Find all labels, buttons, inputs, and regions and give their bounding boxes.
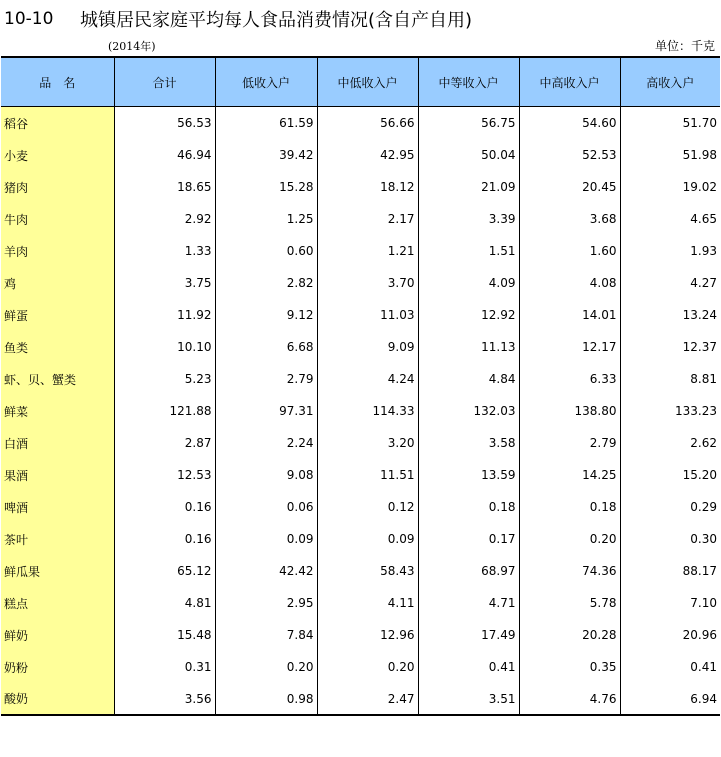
cell-upper-middle-income: 0.20	[519, 523, 620, 555]
cell-high-income: 51.98	[620, 139, 720, 171]
cell-lower-middle-income: 0.12	[317, 491, 418, 523]
column-header-high-income: 高收入户	[620, 57, 720, 107]
cell-total: 15.48	[114, 619, 215, 651]
cell-upper-middle-income: 14.01	[519, 299, 620, 331]
table-row	[1, 651, 720, 683]
table-row	[1, 299, 720, 331]
cell-low-income: 2.95	[215, 587, 317, 619]
cell-low-income: 0.98	[215, 683, 317, 715]
cell-middle-income: 4.71	[418, 587, 519, 619]
cell-lower-middle-income: 3.70	[317, 267, 418, 299]
cell-lower-middle-income: 11.03	[317, 299, 418, 331]
cell-upper-middle-income: 4.76	[519, 683, 620, 715]
cell-low-income: 2.79	[215, 363, 317, 395]
row-item-name: 鲜奶	[1, 619, 114, 651]
cell-high-income: 51.70	[620, 107, 720, 140]
cell-lower-middle-income: 114.33	[317, 395, 418, 427]
cell-upper-middle-income: 54.60	[519, 107, 620, 140]
cell-lower-middle-income: 1.21	[317, 235, 418, 267]
cell-lower-middle-income: 3.20	[317, 427, 418, 459]
cell-low-income: 0.20	[215, 651, 317, 683]
year-subtitle: (2014年)	[108, 40, 156, 53]
cell-high-income: 4.27	[620, 267, 720, 299]
table-row	[1, 203, 720, 235]
cell-lower-middle-income: 9.09	[317, 331, 418, 363]
table-row	[1, 363, 720, 395]
row-item-name: 鸡	[1, 267, 114, 299]
cell-total: 121.88	[114, 395, 215, 427]
cell-upper-middle-income: 14.25	[519, 459, 620, 491]
cell-low-income: 9.08	[215, 459, 317, 491]
row-item-name: 茶叶	[1, 523, 114, 555]
cell-lower-middle-income: 2.17	[317, 203, 418, 235]
cell-upper-middle-income: 3.68	[519, 203, 620, 235]
cell-total: 0.31	[114, 651, 215, 683]
cell-low-income: 1.25	[215, 203, 317, 235]
cell-low-income: 42.42	[215, 555, 317, 587]
cell-lower-middle-income: 42.95	[317, 139, 418, 171]
cell-lower-middle-income: 4.11	[317, 587, 418, 619]
cell-lower-middle-income: 4.24	[317, 363, 418, 395]
cell-total: 0.16	[114, 523, 215, 555]
unit-label: 单位：千克	[654, 39, 715, 53]
table-row	[1, 683, 720, 715]
cell-low-income: 6.68	[215, 331, 317, 363]
cell-high-income: 88.17	[620, 555, 720, 587]
cell-middle-income: 0.18	[418, 491, 519, 523]
row-item-name: 牛肉	[1, 203, 114, 235]
cell-high-income: 19.02	[620, 171, 720, 203]
cell-upper-middle-income: 4.08	[519, 267, 620, 299]
cell-middle-income: 50.04	[418, 139, 519, 171]
cell-middle-income: 132.03	[418, 395, 519, 427]
row-item-name: 鱼类	[1, 331, 114, 363]
table-row	[1, 139, 720, 171]
row-item-name: 鲜菜	[1, 395, 114, 427]
cell-upper-middle-income: 0.18	[519, 491, 620, 523]
table-row	[1, 427, 720, 459]
cell-low-income: 2.24	[215, 427, 317, 459]
cell-high-income: 15.20	[620, 459, 720, 491]
cell-total: 0.16	[114, 491, 215, 523]
table-row	[1, 267, 720, 299]
column-header-middle-income: 中等收入户	[418, 57, 519, 107]
cell-lower-middle-income: 58.43	[317, 555, 418, 587]
cell-high-income: 13.24	[620, 299, 720, 331]
row-item-name: 小麦	[1, 139, 114, 171]
row-item-name: 白酒	[1, 427, 114, 459]
cell-lower-middle-income: 12.96	[317, 619, 418, 651]
cell-total: 11.92	[114, 299, 215, 331]
cell-high-income: 0.29	[620, 491, 720, 523]
row-item-name: 羊肉	[1, 235, 114, 267]
cell-middle-income: 12.92	[418, 299, 519, 331]
column-header-name: 品 名	[1, 57, 114, 107]
cell-middle-income: 56.75	[418, 107, 519, 140]
cell-upper-middle-income: 138.80	[519, 395, 620, 427]
cell-low-income: 39.42	[215, 139, 317, 171]
table-row	[1, 459, 720, 491]
cell-upper-middle-income: 12.17	[519, 331, 620, 363]
cell-low-income: 97.31	[215, 395, 317, 427]
cell-upper-middle-income: 74.36	[519, 555, 620, 587]
cell-middle-income: 3.39	[418, 203, 519, 235]
cell-high-income: 4.65	[620, 203, 720, 235]
cell-low-income: 61.59	[215, 107, 317, 140]
cell-low-income: 7.84	[215, 619, 317, 651]
cell-total: 56.53	[114, 107, 215, 140]
cell-total: 3.56	[114, 683, 215, 715]
cell-high-income: 133.23	[620, 395, 720, 427]
cell-middle-income: 3.58	[418, 427, 519, 459]
cell-lower-middle-income: 18.12	[317, 171, 418, 203]
cell-low-income: 0.09	[215, 523, 317, 555]
cell-high-income: 2.62	[620, 427, 720, 459]
cell-middle-income: 3.51	[418, 683, 519, 715]
cell-middle-income: 13.59	[418, 459, 519, 491]
cell-upper-middle-income: 52.53	[519, 139, 620, 171]
cell-low-income: 0.60	[215, 235, 317, 267]
cell-low-income: 2.82	[215, 267, 317, 299]
cell-lower-middle-income: 0.09	[317, 523, 418, 555]
cell-middle-income: 21.09	[418, 171, 519, 203]
cell-lower-middle-income: 0.20	[317, 651, 418, 683]
table-row	[1, 587, 720, 619]
cell-upper-middle-income: 2.79	[519, 427, 620, 459]
cell-upper-middle-income: 20.28	[519, 619, 620, 651]
cell-total: 5.23	[114, 363, 215, 395]
table-row	[1, 235, 720, 267]
column-header-low-income: 低收入户	[215, 57, 317, 107]
cell-high-income: 1.93	[620, 235, 720, 267]
header-row	[1, 57, 720, 107]
row-item-name: 稻谷	[1, 107, 114, 140]
table-row	[1, 331, 720, 363]
cell-total: 2.87	[114, 427, 215, 459]
cell-middle-income: 1.51	[418, 235, 519, 267]
table-row	[1, 619, 720, 651]
column-header-lower-middle-income: 中低收入户	[317, 57, 418, 107]
cell-middle-income: 68.97	[418, 555, 519, 587]
cell-high-income: 12.37	[620, 331, 720, 363]
row-item-name: 果酒	[1, 459, 114, 491]
cell-total: 2.92	[114, 203, 215, 235]
cell-middle-income: 11.13	[418, 331, 519, 363]
table-row	[1, 555, 720, 587]
food-consumption-table	[1, 56, 720, 716]
cell-upper-middle-income: 6.33	[519, 363, 620, 395]
cell-total: 4.81	[114, 587, 215, 619]
cell-high-income: 7.10	[620, 587, 720, 619]
table-title-text: 城镇居民家庭平均每人食品消费情况(含自产自用)	[80, 10, 473, 31]
row-item-name: 酸奶	[1, 683, 114, 715]
cell-total: 65.12	[114, 555, 215, 587]
cell-middle-income: 0.41	[418, 651, 519, 683]
cell-high-income: 0.30	[620, 523, 720, 555]
cell-low-income: 15.28	[215, 171, 317, 203]
row-item-name: 奶粉	[1, 651, 114, 683]
cell-total: 10.10	[114, 331, 215, 363]
table-row	[1, 491, 720, 523]
cell-middle-income: 4.09	[418, 267, 519, 299]
column-header-upper-middle-income: 中高收入户	[519, 57, 620, 107]
cell-lower-middle-income: 56.66	[317, 107, 418, 140]
table-row	[1, 523, 720, 555]
row-item-name: 糕点	[1, 587, 114, 619]
row-item-name: 鲜蛋	[1, 299, 114, 331]
cell-total: 12.53	[114, 459, 215, 491]
cell-high-income: 20.96	[620, 619, 720, 651]
cell-upper-middle-income: 1.60	[519, 235, 620, 267]
cell-lower-middle-income: 2.47	[317, 683, 418, 715]
cell-high-income: 6.94	[620, 683, 720, 715]
cell-middle-income: 0.17	[418, 523, 519, 555]
table-title	[4, 6, 472, 32]
cell-total: 3.75	[114, 267, 215, 299]
cell-high-income: 8.81	[620, 363, 720, 395]
cell-middle-income: 4.84	[418, 363, 519, 395]
row-item-name: 虾、贝、蟹类	[1, 363, 114, 395]
cell-upper-middle-income: 5.78	[519, 587, 620, 619]
table-row	[1, 171, 720, 203]
row-item-name: 猪肉	[1, 171, 114, 203]
column-header-total: 合计	[114, 57, 215, 107]
cell-high-income: 0.41	[620, 651, 720, 683]
row-item-name: 鲜瓜果	[1, 555, 114, 587]
table-number: 10-10	[4, 9, 54, 29]
cell-total: 1.33	[114, 235, 215, 267]
row-item-name: 啤酒	[1, 491, 114, 523]
table-row	[1, 107, 720, 140]
cell-total: 46.94	[114, 139, 215, 171]
cell-low-income: 9.12	[215, 299, 317, 331]
cell-middle-income: 17.49	[418, 619, 519, 651]
cell-upper-middle-income: 0.35	[519, 651, 620, 683]
cell-total: 18.65	[114, 171, 215, 203]
table-row	[1, 395, 720, 427]
cell-lower-middle-income: 11.51	[317, 459, 418, 491]
cell-upper-middle-income: 20.45	[519, 171, 620, 203]
cell-low-income: 0.06	[215, 491, 317, 523]
